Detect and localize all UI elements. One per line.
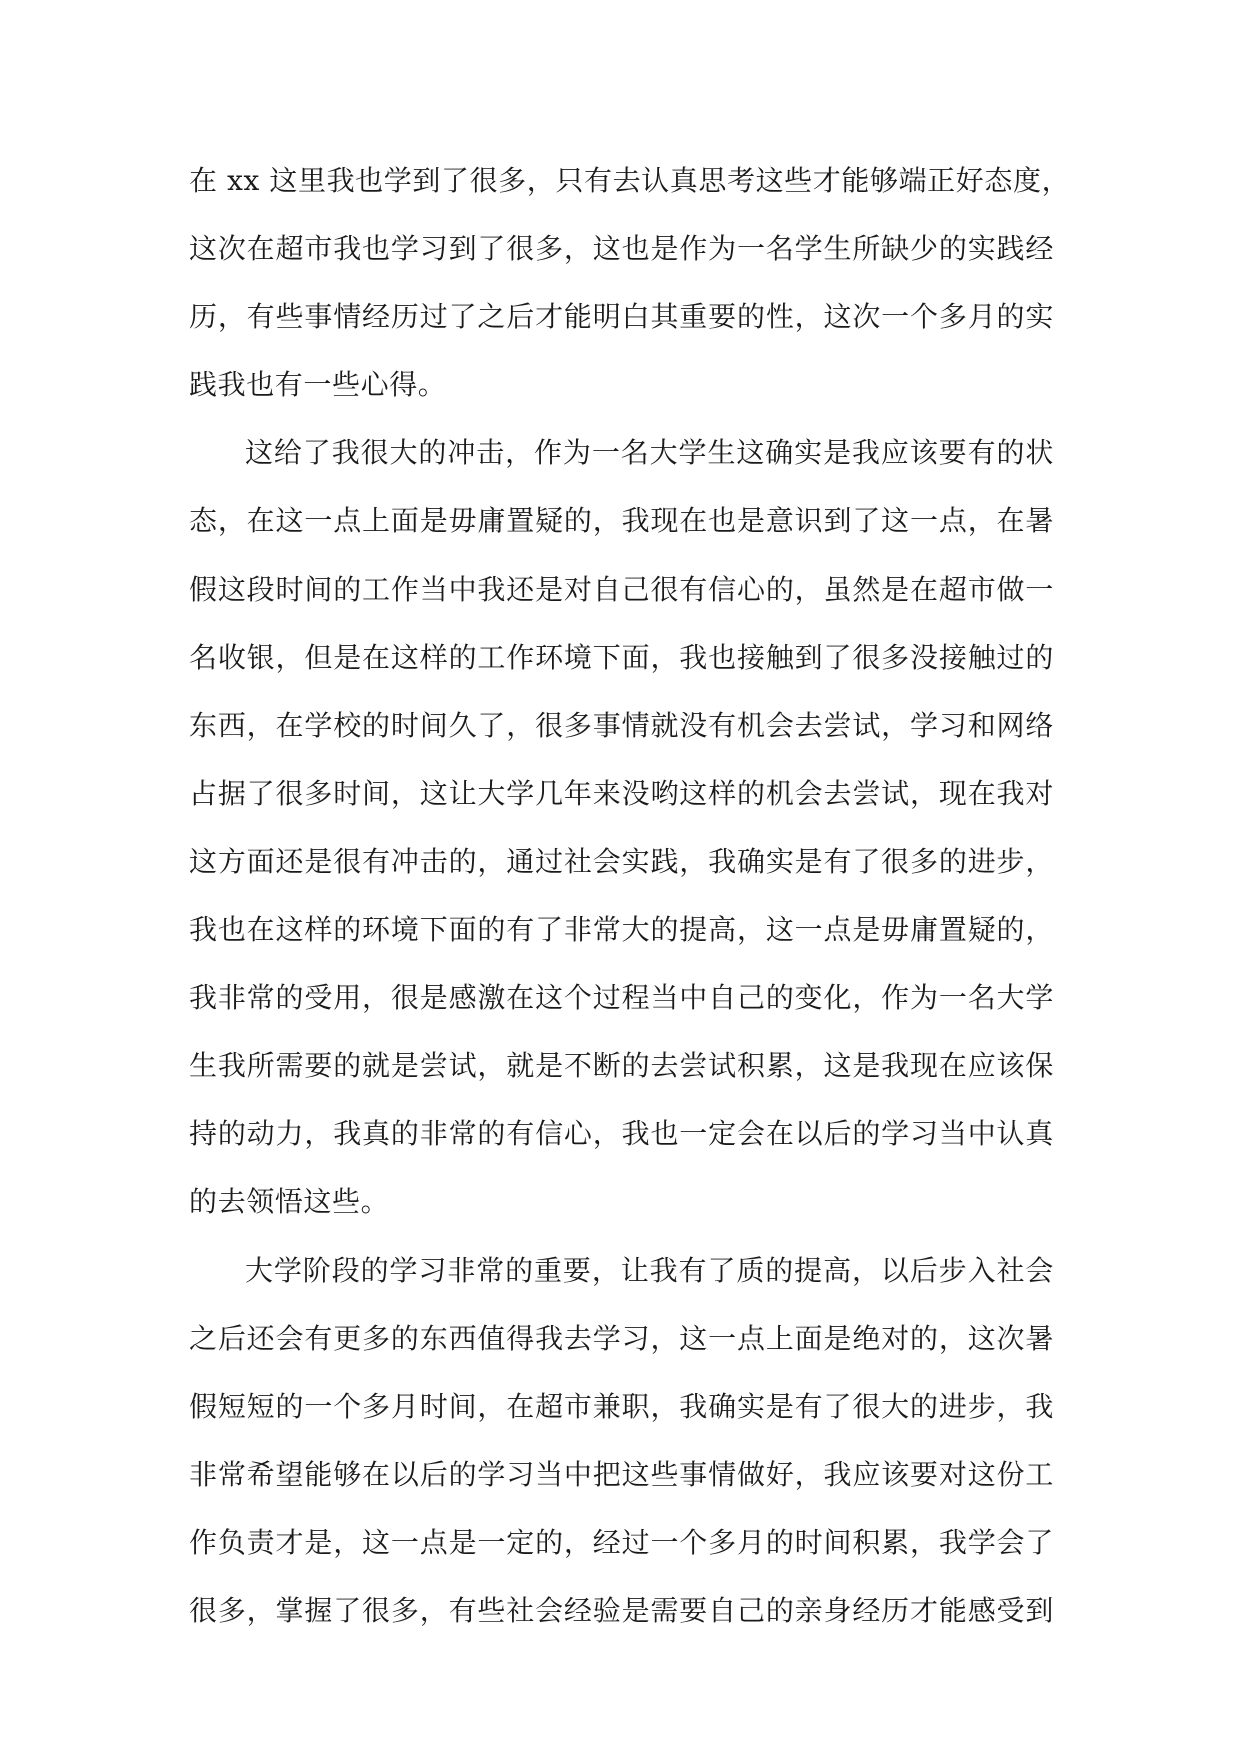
- text-line: 我非常的受用，很是感激在这个过程当中自己的变化，作为一名大学: [189, 981, 1054, 1015]
- text-line: 占据了很多时间，这让大学几年来没哟这样的机会去尝试，现在我对: [189, 776, 1054, 810]
- text-line: 我也在这样的环境下面的有了非常大的提高，这一点是毋庸置疑的，: [189, 913, 1054, 947]
- text-line: 假短短的一个多月时间，在超市兼职，我确实是有了很大的进步，我: [189, 1389, 1054, 1423]
- text-line: 在 xx 这里我也学到了很多，只有去认真思考这些才能够端正好态度，: [189, 164, 1071, 197]
- document-body: [189, 159, 1071, 1657]
- text-line: 生我所需要的就是尝试，就是不断的去尝试积累，这是我现在应该保: [189, 1049, 1054, 1083]
- text-line: 假这段时间的工作当中我还是对自己很有信心的，虽然是在超市做一: [189, 572, 1054, 606]
- text-line: 名收银，但是在这样的工作环境下面，我也接触到了很多没接触过的: [189, 640, 1054, 674]
- text-line: 非常希望能够在以后的学习当中把这些事情做好，我应该要对这份工: [189, 1457, 1054, 1491]
- text-line: 大学阶段的学习非常的重要，让我有了质的提高，以后步入社会: [245, 1253, 1054, 1287]
- text-line: 的去领悟这些。: [189, 1185, 390, 1219]
- text-line: 很多，掌握了很多，有些社会经验是需要自己的亲身经历才能感受到: [189, 1593, 1054, 1627]
- text-line: 这方面还是很有冲击的，通过社会实践，我确实是有了很多的进步，: [189, 844, 1054, 878]
- text-line: 之后还会有更多的东西值得我去学习，这一点上面是绝对的，这次暑: [189, 1321, 1054, 1355]
- text-line: 作负责才是，这一点是一定的，经过一个多月的时间积累，我学会了: [189, 1525, 1054, 1559]
- text-line: 历，有些事情经历过了之后才能明白其重要的性，这次一个多月的实: [189, 300, 1054, 334]
- text-line: 东西，在学校的时间久了，很多事情就没有机会去尝试，学习和网络: [189, 708, 1054, 742]
- text-line: 这次在超市我也学习到了很多，这也是作为一名学生所缺少的实践经: [189, 232, 1054, 266]
- text-line: 持的动力，我真的非常的有信心，我也一定会在以后的学习当中认真: [189, 1117, 1054, 1151]
- text-line: 这给了我很大的冲击，作为一名大学生这确实是我应该要有的状: [245, 436, 1054, 470]
- text-line: 态，在这一点上面是毋庸置疑的，我现在也是意识到了这一点，在暑: [189, 504, 1054, 538]
- text-line: 践我也有一些心得。: [189, 368, 447, 402]
